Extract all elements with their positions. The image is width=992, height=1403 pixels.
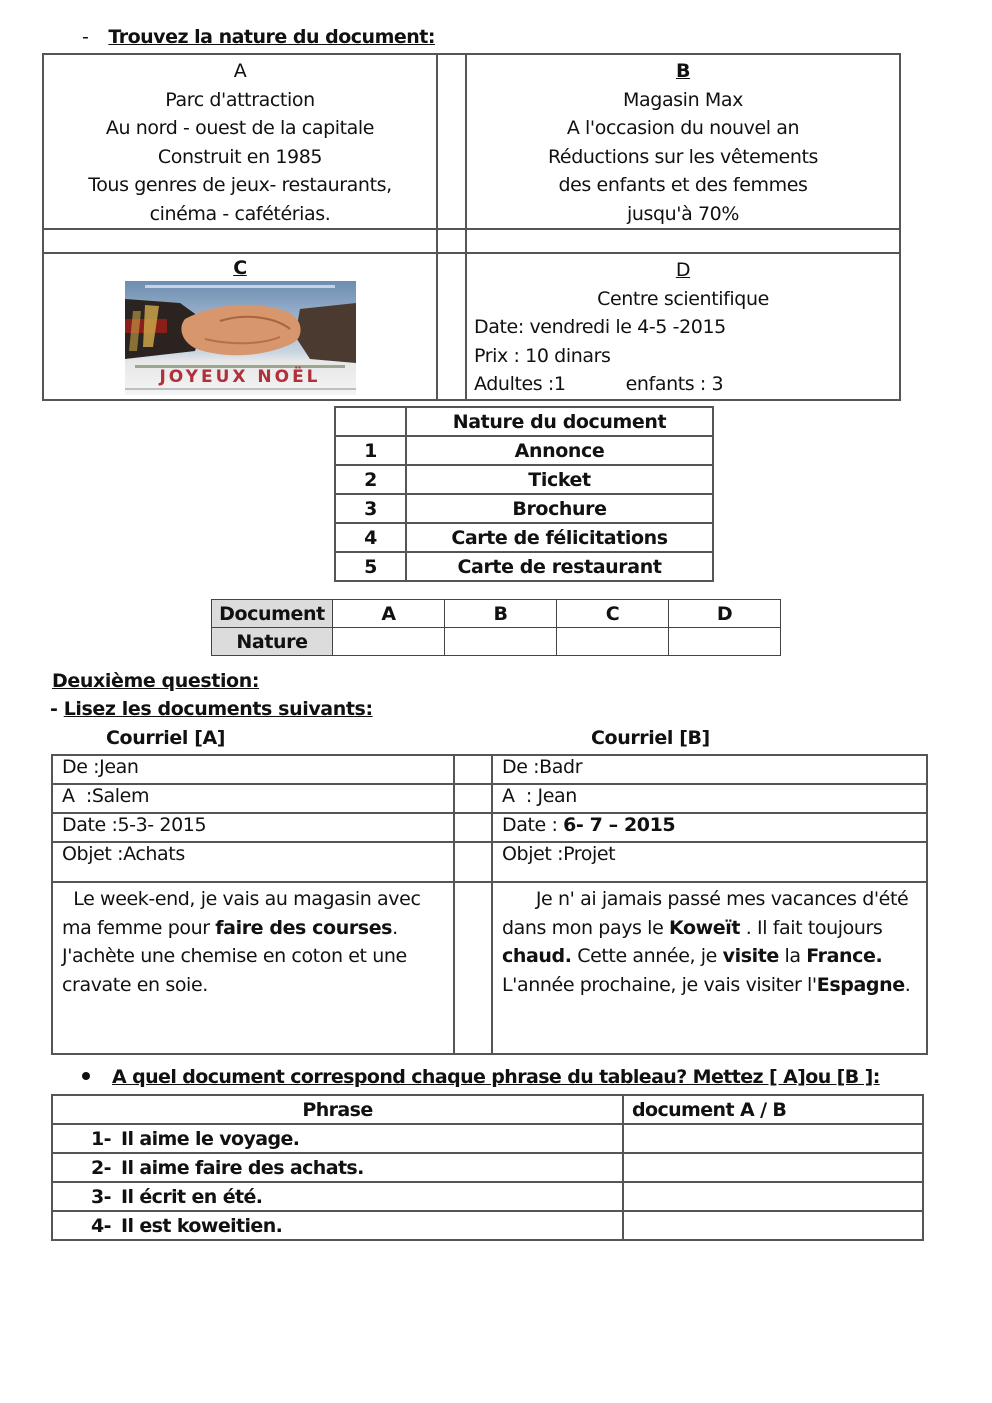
spacer-cell — [437, 54, 466, 229]
document-column-b: B — [445, 600, 557, 628]
movie-poster-image — [125, 281, 356, 395]
nature-row — [335, 552, 713, 581]
phrase-number: 3- — [91, 1185, 111, 1208]
bullet-icon — [82, 1072, 90, 1080]
nature-row-number: 1 — [335, 436, 406, 465]
document-a-line: Parc d'attraction — [165, 88, 315, 111]
nature-row-label: Carte de restaurant — [406, 552, 713, 581]
phrase-cell — [52, 1153, 623, 1182]
emails-table — [51, 754, 928, 1055]
phrase-text: Il aime faire des achats. — [121, 1156, 364, 1179]
phrase-table — [51, 1094, 924, 1241]
mail-b-body-text: la — [778, 945, 807, 967]
exercise1-heading — [82, 26, 435, 48]
mail-b-body-bold: Koweït — [669, 916, 741, 939]
document-d-price: Prix : 10 dinars — [474, 344, 611, 367]
document-d-adults: Adultes :1 — [474, 373, 566, 395]
document-a-line: Tous genres de jeux- restaurants, — [88, 174, 392, 196]
exercise2-question-text: A quel document correspond chaque phrase du tableau? Mettez [ A]ou [B ]: — [112, 1066, 880, 1088]
document-d-attendance — [467, 370, 899, 399]
exercise2-instruction-line — [50, 698, 373, 720]
poster-graphic — [125, 281, 356, 395]
document-d-children: enfants : 3 — [625, 373, 724, 395]
mail-a-to: A :Salem — [52, 784, 454, 813]
mail-b-date-value: 6- 7 – 2015 — [563, 814, 676, 836]
phrase-cell — [52, 1124, 623, 1153]
nature-options-table — [334, 406, 714, 582]
nature-header: Nature du document — [406, 407, 713, 436]
document-column-header: document A / B — [623, 1095, 923, 1124]
phrase-number: 4- — [91, 1214, 111, 1237]
instruction-dash: - — [50, 698, 64, 720]
heading-dash: - — [82, 26, 89, 48]
nature-header-empty — [335, 407, 406, 436]
document-c-cell — [43, 253, 437, 400]
phrase-number: 2- — [91, 1156, 111, 1179]
phrase-column-header: Phrase — [52, 1095, 623, 1124]
document-column-a: A — [333, 600, 445, 628]
mail-b-body-text: L'année prochaine, je vais visiter l' — [502, 973, 817, 996]
phrase-cell — [52, 1211, 623, 1240]
mail-b-from: De :Badr — [492, 755, 927, 784]
empty-cell — [43, 229, 437, 253]
nature-row-label: Brochure — [406, 494, 713, 523]
spacer-cell — [454, 882, 492, 1054]
mail-b-to: A : Jean — [492, 784, 927, 813]
mail-b-date-label: Date : — [502, 814, 564, 836]
mail-b-body-bold: visite — [722, 945, 779, 967]
phrase-answer[interactable] — [623, 1153, 923, 1182]
document-a-line: Construit en 1985 — [157, 145, 323, 168]
phrase-text: Il aime le voyage. — [121, 1127, 300, 1150]
mail-b-body-text: Cette année, je — [571, 945, 723, 967]
phrase-text: Il est koweitien. — [121, 1214, 283, 1237]
mail-a-from: De :Jean — [52, 755, 454, 784]
exercise2-instruction: Lisez les documents suivants: — [63, 698, 373, 720]
mail-b-title: Courriel [B] — [591, 727, 710, 749]
nature-row — [335, 523, 713, 552]
empty-cell — [437, 229, 466, 253]
nature-row-header: Nature — [212, 628, 333, 656]
document-d-title: Centre scientifique — [597, 287, 769, 310]
document-b-line: Réductions sur les vêtements — [547, 145, 819, 168]
document-a-letter: A — [233, 60, 247, 82]
mail-a-body-bold: faire des courses — [215, 916, 393, 939]
nature-row — [335, 465, 713, 494]
nature-row-label: Carte de félicitations — [406, 523, 713, 552]
poster-title: JOYEUX NOËL — [158, 367, 321, 387]
document-a-cell — [43, 54, 437, 229]
document-b-line: jusqu'à 70% — [626, 202, 740, 225]
nature-answer-c[interactable] — [557, 628, 669, 656]
mail-a-title: Courriel [A] — [106, 727, 226, 749]
document-row-header: Document — [212, 600, 333, 628]
documents-grid — [42, 53, 901, 401]
nature-row-number: 4 — [335, 523, 406, 552]
spacer-cell — [454, 755, 492, 784]
document-column-c: C — [557, 600, 669, 628]
phrase-row — [52, 1153, 923, 1182]
mail-b-body-bold: France. — [806, 945, 883, 967]
nature-row-number: 5 — [335, 552, 406, 581]
phrase-answer[interactable] — [623, 1124, 923, 1153]
nature-row-label: Ticket — [406, 465, 713, 494]
nature-row — [335, 436, 713, 465]
empty-cell — [466, 229, 900, 253]
document-d-cell — [466, 253, 900, 400]
exercise1-instruction: Trouvez la nature du document: — [108, 26, 435, 48]
nature-answer-b[interactable] — [445, 628, 557, 656]
mail-a-date: Date :5-3- 2015 — [52, 813, 454, 842]
nature-row-label: Annonce — [406, 436, 713, 465]
document-column-d: D — [669, 600, 781, 628]
nature-row — [335, 494, 713, 523]
mail-b-body — [492, 882, 927, 1054]
mail-a-body-text: Le week-end, je vais au magasin avec ma femme pour — [62, 888, 427, 939]
mail-a-body — [52, 882, 454, 1054]
phrase-text: Il écrit en été. — [121, 1185, 263, 1208]
document-c-letter: C — [233, 257, 247, 279]
phrase-number: 1- — [91, 1127, 111, 1150]
document-b-cell — [466, 54, 900, 229]
phrase-answer[interactable] — [623, 1211, 923, 1240]
mail-a-subject: Objet :Achats — [52, 842, 454, 882]
document-b-line: des enfants et des femmes — [558, 174, 808, 196]
phrase-row — [52, 1182, 923, 1211]
mail-b-body-text: . Il fait toujours — [740, 916, 883, 939]
document-d-letter: D — [675, 259, 691, 281]
document-a-line: cinéma - cafétérias. — [149, 202, 331, 225]
spacer-cell — [454, 813, 492, 842]
mail-a-body-text: . J'achète une chemise en coton et une cravate en soie. — [62, 916, 407, 996]
mail-b-body-bold: chaud. — [502, 945, 572, 967]
spacer-cell — [454, 784, 492, 813]
document-d-date: Date: vendredi le 4-5 -2015 — [474, 316, 726, 338]
mail-b-body-text: . — [904, 973, 911, 996]
document-nature-answer-table — [211, 599, 781, 656]
document-a-line: Au nord - ouest de la capitale — [105, 117, 375, 139]
phrase-answer[interactable] — [623, 1182, 923, 1211]
spacer-cell — [454, 842, 492, 882]
nature-answer-a[interactable] — [333, 628, 445, 656]
mail-b-date-cell — [492, 813, 927, 842]
document-b-line: A l'occasion du nouvel an — [566, 117, 800, 139]
spacer-cell — [437, 253, 466, 400]
exercise2-question — [82, 1066, 880, 1088]
nature-answer-d[interactable] — [669, 628, 781, 656]
phrase-row — [52, 1211, 923, 1240]
document-b-letter: B — [675, 60, 691, 82]
nature-row-number: 3 — [335, 494, 406, 523]
phrase-cell — [52, 1182, 623, 1211]
nature-row-number: 2 — [335, 465, 406, 494]
document-b-line: Magasin Max — [623, 88, 743, 111]
mail-b-subject: Objet :Projet — [492, 842, 927, 882]
phrase-row — [52, 1124, 923, 1153]
exercise2-title: Deuxième question: — [52, 670, 260, 692]
mail-b-body-text: Je n' ai jamais passé mes vacances d'été dans mon pays le — [502, 888, 926, 939]
mail-b-body-bold: Espagne — [816, 973, 905, 996]
